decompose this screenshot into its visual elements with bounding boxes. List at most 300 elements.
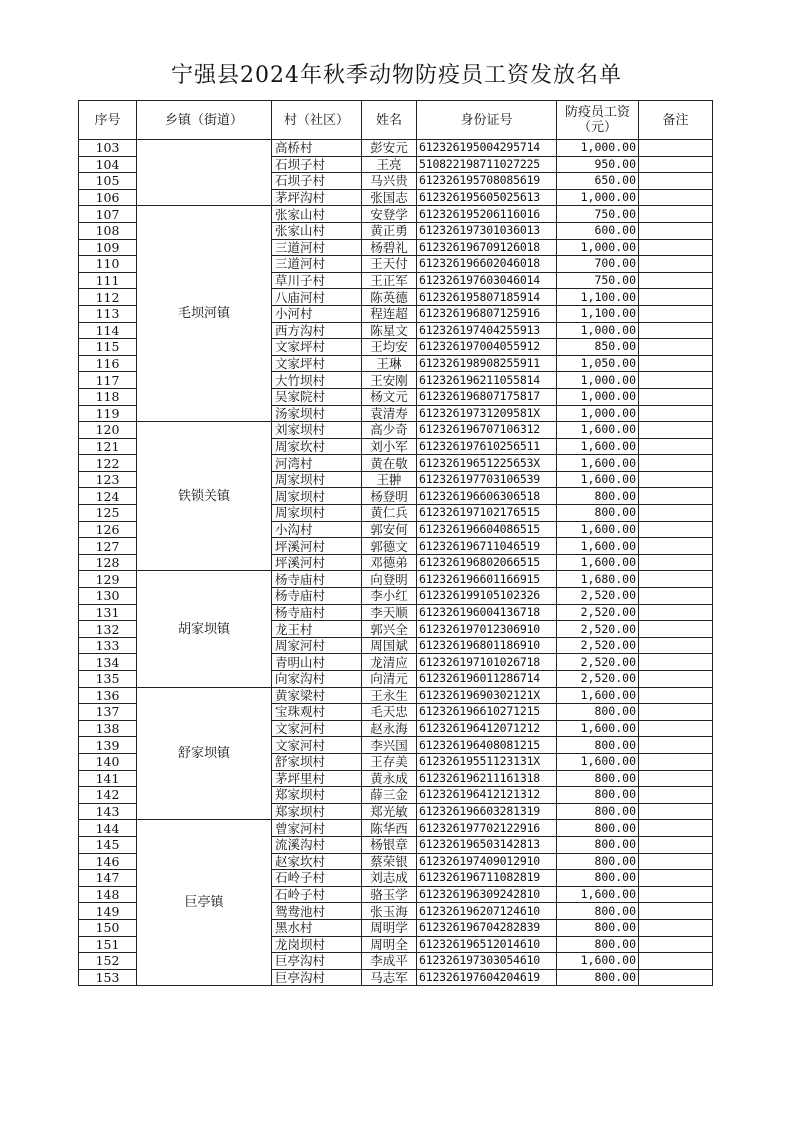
cell-id-number: 612326196309242810 (417, 886, 557, 903)
cell-village: 郑家坝村 (272, 803, 362, 820)
cell-id-number: 612326195807185914 (417, 289, 557, 306)
cell-id-number: 612326196211161318 (417, 770, 557, 787)
cell-id-number: 612326196412121312 (417, 787, 557, 804)
table-body (79, 140, 713, 986)
cell-name: 周明全 (362, 936, 417, 953)
cell-name: 蔡荣银 (362, 853, 417, 870)
table-row (79, 571, 713, 588)
page-title: 宁强县2024年秋季动物防疫员工资发放名单 (171, 63, 622, 88)
cell-remark (639, 687, 713, 704)
cell-seq: 129 (79, 571, 137, 588)
cell-wage: 1,000.00 (557, 388, 639, 405)
cell-remark (639, 886, 713, 903)
cell-seq: 131 (79, 604, 137, 621)
cell-id-number: 612326196610271215 (417, 704, 557, 721)
cell-name: 李天顺 (362, 604, 417, 621)
cell-id-number: 612326197703106539 (417, 471, 557, 488)
cell-wage: 1,000.00 (557, 140, 639, 157)
cell-id-number: 612326197610256511 (417, 438, 557, 455)
cell-wage: 1,000.00 (557, 239, 639, 256)
cell-village: 刘家坝村 (272, 422, 362, 439)
cell-village: 杨寺庙村 (272, 571, 362, 588)
cell-remark (639, 571, 713, 588)
cell-id-number: 612326197702122916 (417, 820, 557, 837)
cell-id-number: 612326199105102326 (417, 588, 557, 605)
cell-village: 坪溪河村 (272, 538, 362, 555)
cell-town: 巨亭镇 (137, 820, 272, 986)
cell-remark (639, 621, 713, 638)
cell-wage: 2,520.00 (557, 671, 639, 688)
cell-seq: 103 (79, 140, 137, 157)
cell-remark (639, 919, 713, 936)
cell-name: 郭兴全 (362, 621, 417, 638)
cell-name: 张国志 (362, 189, 417, 206)
cell-seq: 133 (79, 637, 137, 654)
cell-seq: 126 (79, 521, 137, 538)
cell-remark (639, 654, 713, 671)
cell-wage: 650.00 (557, 173, 639, 190)
cell-remark (639, 753, 713, 770)
header-remark: 备注 (639, 101, 713, 140)
cell-name: 安登学 (362, 206, 417, 223)
cell-id-number: 612326196503142813 (417, 836, 557, 853)
cell-remark (639, 471, 713, 488)
cell-name: 王安刚 (362, 372, 417, 389)
cell-seq: 144 (79, 820, 137, 837)
cell-name: 向登明 (362, 571, 417, 588)
cell-wage: 2,520.00 (557, 604, 639, 621)
cell-remark (639, 604, 713, 621)
cell-id-number: 612326196604086515 (417, 521, 557, 538)
cell-village: 文家坪村 (272, 339, 362, 356)
cell-seq: 128 (79, 554, 137, 571)
cell-remark (639, 737, 713, 754)
cell-village: 曾家河村 (272, 820, 362, 837)
cell-name: 毛天忠 (362, 704, 417, 721)
cell-remark (639, 803, 713, 820)
cell-remark (639, 637, 713, 654)
cell-wage: 1,050.00 (557, 355, 639, 372)
cell-wage: 800.00 (557, 919, 639, 936)
cell-remark (639, 820, 713, 837)
cell-seq: 132 (79, 621, 137, 638)
cell-name: 周明学 (362, 919, 417, 936)
header-name: 姓名 (362, 101, 417, 140)
cell-remark (639, 189, 713, 206)
cell-name: 高少奇 (362, 422, 417, 439)
cell-name: 袁清寿 (362, 405, 417, 422)
cell-wage: 1,100.00 (557, 289, 639, 306)
cell-town: 铁锁关镇 (137, 422, 272, 571)
cell-name: 王亮 (362, 156, 417, 173)
cell-remark (639, 405, 713, 422)
cell-village: 黄家梁村 (272, 687, 362, 704)
cell-id-number: 612326196606306518 (417, 488, 557, 505)
cell-village: 文家河村 (272, 737, 362, 754)
cell-id-number: 612326196807175817 (417, 388, 557, 405)
cell-wage: 800.00 (557, 803, 639, 820)
cell-name: 周国斌 (362, 637, 417, 654)
cell-village: 黑水村 (272, 919, 362, 936)
cell-id-number: 612326196603281319 (417, 803, 557, 820)
cell-seq: 122 (79, 455, 137, 472)
cell-remark (639, 455, 713, 472)
cell-village: 文家河村 (272, 720, 362, 737)
cell-wage: 1,600.00 (557, 538, 639, 555)
cell-village: 文家坪村 (272, 355, 362, 372)
cell-wage: 950.00 (557, 156, 639, 173)
cell-name: 黄永成 (362, 770, 417, 787)
cell-village: 河湾村 (272, 455, 362, 472)
cell-seq: 115 (79, 339, 137, 356)
cell-wage: 800.00 (557, 787, 639, 804)
cell-seq: 135 (79, 671, 137, 688)
cell-seq: 134 (79, 654, 137, 671)
cell-remark (639, 538, 713, 555)
cell-remark (639, 222, 713, 239)
cell-name: 马志军 (362, 969, 417, 986)
cell-wage: 1,680.00 (557, 571, 639, 588)
cell-name: 黄仁兵 (362, 505, 417, 522)
cell-id-number: 61232619690302121X (417, 687, 557, 704)
cell-village: 八庙河村 (272, 289, 362, 306)
cell-name: 王正军 (362, 272, 417, 289)
table-row (79, 422, 713, 439)
cell-village: 张家山村 (272, 222, 362, 239)
cell-remark (639, 239, 713, 256)
cell-seq: 121 (79, 438, 137, 455)
cell-wage: 600.00 (557, 222, 639, 239)
cell-name: 杨银章 (362, 836, 417, 853)
cell-wage: 800.00 (557, 704, 639, 721)
cell-remark (639, 438, 713, 455)
cell-name: 陈华西 (362, 820, 417, 837)
cell-id-number: 612326196709126018 (417, 239, 557, 256)
cell-wage: 800.00 (557, 737, 639, 754)
cell-village: 周家坝村 (272, 488, 362, 505)
cell-remark (639, 372, 713, 389)
cell-name: 陈英德 (362, 289, 417, 306)
cell-wage: 800.00 (557, 969, 639, 986)
cell-village: 流溪沟村 (272, 836, 362, 853)
cell-remark (639, 305, 713, 322)
header-wage-line2: （元） (577, 120, 617, 135)
cell-wage: 800.00 (557, 936, 639, 953)
cell-name: 彭安元 (362, 140, 417, 157)
cell-name: 王永生 (362, 687, 417, 704)
table-row (79, 206, 713, 223)
cell-wage: 850.00 (557, 339, 639, 356)
cell-wage: 1,600.00 (557, 953, 639, 970)
table-row (79, 820, 713, 837)
cell-wage: 700.00 (557, 256, 639, 273)
cell-name: 李成平 (362, 953, 417, 970)
cell-id-number: 612326196207124610 (417, 903, 557, 920)
cell-remark (639, 422, 713, 439)
cell-village: 赵家坎村 (272, 853, 362, 870)
cell-remark (639, 156, 713, 173)
cell-village: 龙王村 (272, 621, 362, 638)
cell-id-number: 612326196211055814 (417, 372, 557, 389)
cell-id-number: 612326196707106312 (417, 422, 557, 439)
cell-village: 石坝子村 (272, 173, 362, 190)
cell-remark (639, 969, 713, 986)
cell-seq: 110 (79, 256, 137, 273)
cell-wage: 800.00 (557, 770, 639, 787)
cell-seq: 137 (79, 704, 137, 721)
cell-village: 石坝子村 (272, 156, 362, 173)
cell-id-number: 612326196004136718 (417, 604, 557, 621)
cell-seq: 109 (79, 239, 137, 256)
cell-remark (639, 720, 713, 737)
cell-remark (639, 787, 713, 804)
cell-remark (639, 339, 713, 356)
cell-seq: 105 (79, 173, 137, 190)
cell-id-number: 612326197004055912 (417, 339, 557, 356)
cell-seq: 113 (79, 305, 137, 322)
cell-wage: 1,600.00 (557, 471, 639, 488)
cell-village: 宝珠观村 (272, 704, 362, 721)
cell-id-number: 612326196408081215 (417, 737, 557, 754)
header-seq: 序号 (79, 101, 137, 140)
cell-seq: 108 (79, 222, 137, 239)
cell-seq: 104 (79, 156, 137, 173)
cell-wage: 1,600.00 (557, 886, 639, 903)
cell-id-number: 612326195004295714 (417, 140, 557, 157)
cell-remark (639, 870, 713, 887)
cell-id-number: 612326197012306910 (417, 621, 557, 638)
cell-name: 程连超 (362, 305, 417, 322)
cell-town: 舒家坝镇 (137, 687, 272, 820)
cell-name: 杨碧礼 (362, 239, 417, 256)
cell-remark (639, 588, 713, 605)
cell-seq: 138 (79, 720, 137, 737)
cell-remark (639, 521, 713, 538)
cell-village: 小河村 (272, 305, 362, 322)
cell-village: 西方沟村 (272, 322, 362, 339)
cell-id-number: 510822198711027225 (417, 156, 557, 173)
payroll-table (78, 100, 713, 986)
cell-remark (639, 322, 713, 339)
cell-wage: 1,000.00 (557, 372, 639, 389)
cell-village: 吴家院村 (272, 388, 362, 405)
cell-seq: 136 (79, 687, 137, 704)
cell-name: 王均安 (362, 339, 417, 356)
cell-remark (639, 903, 713, 920)
cell-seq: 118 (79, 388, 137, 405)
cell-remark (639, 853, 713, 870)
table-row (79, 687, 713, 704)
cell-wage: 1,000.00 (557, 322, 639, 339)
cell-seq: 114 (79, 322, 137, 339)
cell-wage: 800.00 (557, 870, 639, 887)
header-wage (557, 101, 639, 140)
cell-id-number: 612326196807125916 (417, 305, 557, 322)
cell-id-number: 612326198908255911 (417, 355, 557, 372)
cell-wage: 2,520.00 (557, 637, 639, 654)
cell-name: 王琳 (362, 355, 417, 372)
cell-name: 李兴国 (362, 737, 417, 754)
cell-id-number: 612326195206116016 (417, 206, 557, 223)
cell-wage: 800.00 (557, 488, 639, 505)
cell-name: 陈星文 (362, 322, 417, 339)
cell-name: 向清元 (362, 671, 417, 688)
cell-village: 舒家坝村 (272, 753, 362, 770)
cell-wage: 2,520.00 (557, 588, 639, 605)
cell-id-number: 612326195605025613 (417, 189, 557, 206)
cell-seq: 146 (79, 853, 137, 870)
cell-town (137, 140, 272, 206)
cell-wage: 800.00 (557, 505, 639, 522)
cell-remark (639, 936, 713, 953)
cell-wage: 1,600.00 (557, 720, 639, 737)
cell-id-number: 61232619651225653X (417, 455, 557, 472)
header-town: 乡镇（街道） (137, 101, 272, 140)
cell-id-number: 61232619551123131X (417, 753, 557, 770)
cell-village: 巨亭沟村 (272, 969, 362, 986)
cell-id-number: 612326197603046014 (417, 272, 557, 289)
cell-seq: 111 (79, 272, 137, 289)
cell-remark (639, 554, 713, 571)
cell-remark (639, 388, 713, 405)
cell-seq: 117 (79, 372, 137, 389)
cell-village: 龙岗坝村 (272, 936, 362, 953)
cell-name: 薛三金 (362, 787, 417, 804)
cell-seq: 143 (79, 803, 137, 820)
cell-remark (639, 256, 713, 273)
cell-seq: 139 (79, 737, 137, 754)
cell-name: 王天付 (362, 256, 417, 273)
cell-name: 骆玉学 (362, 886, 417, 903)
cell-village: 汤家坝村 (272, 405, 362, 422)
cell-id-number: 612326197301036013 (417, 222, 557, 239)
cell-wage: 1,000.00 (557, 189, 639, 206)
cell-wage: 1,600.00 (557, 438, 639, 455)
header-id: 身份证号 (417, 101, 557, 140)
cell-village: 杨寺庙村 (272, 588, 362, 605)
cell-id-number: 612326196412071212 (417, 720, 557, 737)
cell-id-number: 612326196711046519 (417, 538, 557, 555)
cell-village: 青明山村 (272, 654, 362, 671)
cell-wage: 750.00 (557, 272, 639, 289)
cell-id-number: 612326195708085619 (417, 173, 557, 190)
cell-village: 茅坪沟村 (272, 189, 362, 206)
cell-name: 黄在敬 (362, 455, 417, 472)
cell-name: 刘小军 (362, 438, 417, 455)
cell-seq: 153 (79, 969, 137, 986)
cell-wage: 800.00 (557, 836, 639, 853)
cell-village: 向家沟村 (272, 671, 362, 688)
cell-wage: 2,520.00 (557, 621, 639, 638)
cell-name: 杨登明 (362, 488, 417, 505)
cell-seq: 142 (79, 787, 137, 804)
cell-seq: 119 (79, 405, 137, 422)
cell-village: 茅坪里村 (272, 770, 362, 787)
cell-village: 周家坎村 (272, 438, 362, 455)
cell-seq: 124 (79, 488, 137, 505)
cell-name: 赵永海 (362, 720, 417, 737)
cell-town: 胡家坝镇 (137, 571, 272, 687)
cell-village: 三道河村 (272, 239, 362, 256)
table-row (79, 140, 713, 157)
cell-name: 李小红 (362, 588, 417, 605)
cell-id-number: 612326197102176515 (417, 505, 557, 522)
cell-village: 大竹坝村 (272, 372, 362, 389)
cell-name: 邓德弟 (362, 554, 417, 571)
cell-wage: 1,600.00 (557, 554, 639, 571)
cell-remark (639, 488, 713, 505)
cell-seq: 116 (79, 355, 137, 372)
cell-village: 石岭子村 (272, 886, 362, 903)
cell-seq: 127 (79, 538, 137, 555)
cell-remark (639, 704, 713, 721)
cell-remark (639, 953, 713, 970)
cell-name: 郭安何 (362, 521, 417, 538)
cell-id-number: 612326196711082819 (417, 870, 557, 887)
header-row (79, 101, 713, 140)
cell-wage: 1,100.00 (557, 305, 639, 322)
cell-name: 黄正勇 (362, 222, 417, 239)
cell-village: 坪溪河村 (272, 554, 362, 571)
cell-village: 张家山村 (272, 206, 362, 223)
cell-id-number: 612326197303054610 (417, 953, 557, 970)
cell-village: 巨亭沟村 (272, 953, 362, 970)
cell-village: 周家河村 (272, 637, 362, 654)
cell-seq: 125 (79, 505, 137, 522)
cell-name: 张玉海 (362, 903, 417, 920)
cell-wage: 1,000.00 (557, 405, 639, 422)
cell-seq: 130 (79, 588, 137, 605)
cell-name: 龙清应 (362, 654, 417, 671)
cell-remark (639, 289, 713, 306)
cell-village: 杨寺庙村 (272, 604, 362, 621)
cell-id-number: 61232619731209581X (417, 405, 557, 422)
cell-name: 马兴贵 (362, 173, 417, 190)
header-wage-line1: 防疫员工资 (564, 105, 630, 120)
cell-village: 周家坝村 (272, 471, 362, 488)
cell-seq: 151 (79, 936, 137, 953)
cell-id-number: 612326196512014610 (417, 936, 557, 953)
cell-wage: 800.00 (557, 903, 639, 920)
cell-id-number: 612326197404255913 (417, 322, 557, 339)
cell-wage: 800.00 (557, 853, 639, 870)
cell-village: 石岭子村 (272, 870, 362, 887)
cell-village: 草川子村 (272, 272, 362, 289)
cell-seq: 149 (79, 903, 137, 920)
cell-name: 王存美 (362, 753, 417, 770)
cell-wage: 1,600.00 (557, 687, 639, 704)
cell-village: 高桥村 (272, 140, 362, 157)
cell-remark (639, 836, 713, 853)
cell-remark (639, 671, 713, 688)
cell-wage: 1,600.00 (557, 521, 639, 538)
cell-village: 小沟村 (272, 521, 362, 538)
cell-seq: 123 (79, 471, 137, 488)
cell-seq: 107 (79, 206, 137, 223)
cell-remark (639, 140, 713, 157)
cell-name: 郑光敏 (362, 803, 417, 820)
cell-seq: 147 (79, 870, 137, 887)
cell-remark (639, 355, 713, 372)
cell-id-number: 612326196802066515 (417, 554, 557, 571)
cell-remark (639, 272, 713, 289)
cell-town: 毛坝河镇 (137, 206, 272, 422)
cell-id-number: 612326196704282839 (417, 919, 557, 936)
cell-village: 鸳鸯池村 (272, 903, 362, 920)
cell-seq: 150 (79, 919, 137, 936)
cell-id-number: 612326196801186910 (417, 637, 557, 654)
cell-village: 三道河村 (272, 256, 362, 273)
